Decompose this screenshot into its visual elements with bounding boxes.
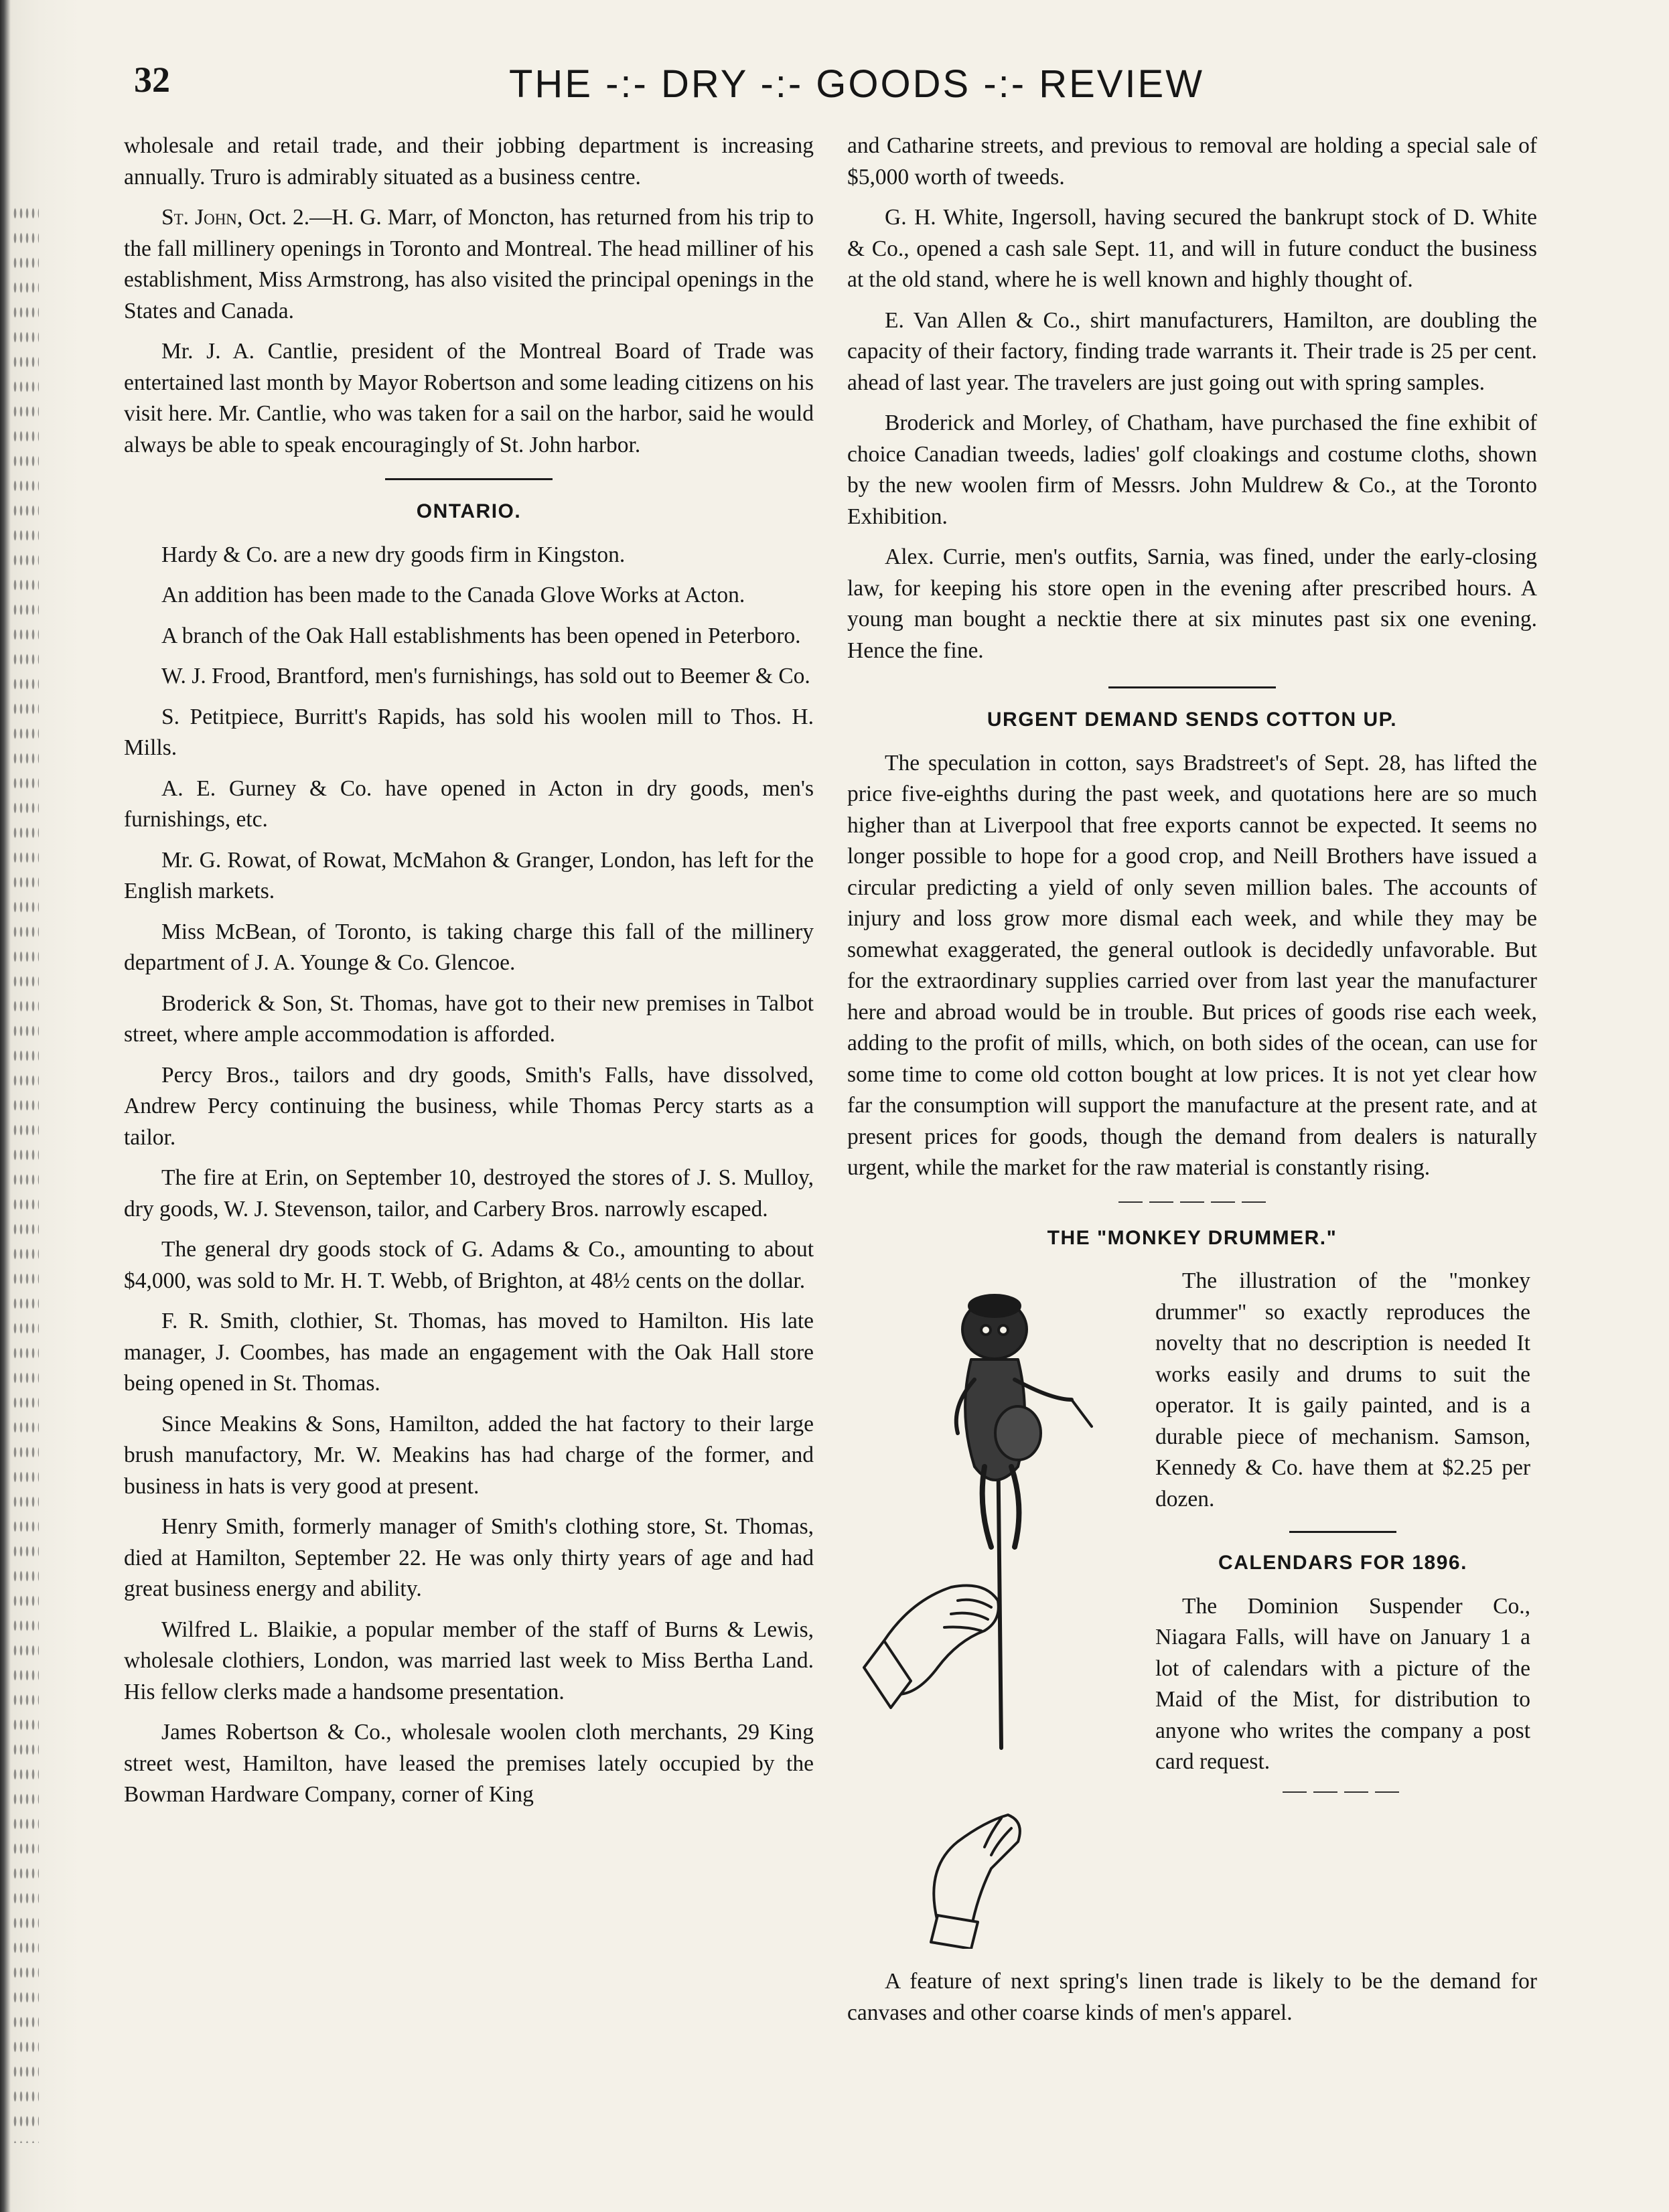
section-rule xyxy=(385,478,553,480)
news-item: Hardy & Co. are a new dry goods firm in Kingston. xyxy=(161,542,626,567)
paragraph: Broderick and Morley, of Chatham, have purchased the fine exhibit of choice Canadian tweeds, ladies' golf cloakings and costume cloths, shown by the new woolen firm of Messrs. John Muldrew & Co., at the Toronto Exhibition. xyxy=(847,411,1537,529)
dashed-rule xyxy=(1118,1201,1266,1203)
paragraph: Mr. J. A. Cantlie, president of the Montreal Board of Trade was entertained last month by Mayor Robertson and some leading citizens on his visit here. Mr. Cantlie, who was taken for a sail on the harbor, said he would always be able to speak encouragingly of St. John harbor. xyxy=(124,339,814,457)
news-item: F. R. Smith, clothier, St. Thomas, has moved to Hamilton. His late manager, J. Coombes, has made an engagement with the Oak Hall store being opened in St. Thomas. xyxy=(124,1309,814,1396)
news-item: Broderick & Son, St. Thomas, have got to their new premises in Talbot street, where ample accommodation is afforded. xyxy=(124,990,814,1047)
news-item: Percy Bros., tailors and dry goods, Smith's Falls, have dissolved, Andrew Percy continuing the business, while Thomas Percy starts as a tailor. xyxy=(124,1062,814,1150)
closing-paragraph: A feature of next spring's linen trade is likely to be the demand for canvases and other coarse kinds of men's apparel. xyxy=(847,1969,1537,2025)
article-text: The Dominion Suspender Co., Niagara Falls, will have on January 1 a lot of calendars with a picture of the Maid of the Mist, for distribution to anyone who writes the company a post card request. xyxy=(1155,1593,1530,1774)
news-item: Henry Smith, formerly manager of Smith's clothing store, St. Thomas, died at Hamilton, September 22. He was only thirty years of age and had great business energy and ability. xyxy=(124,1514,814,1601)
news-item: The general dry goods stock of G. Adams & Co., amounting to about $4,000, was sold to Mr. H. T. Webb, of Brighton, at 48½ cents on the dollar. xyxy=(124,1237,814,1293)
news-item: W. J. Frood, Brantford, men's furnishings, has sold out to Beemer & Co. xyxy=(161,664,810,688)
page-number: 32 xyxy=(134,60,170,100)
section-heading-calendars: CALENDARS FOR 1896. xyxy=(1218,1552,1467,1574)
right-column xyxy=(847,131,1537,2038)
paragraph: and Catharine streets, and previous to removal are holding a special sale of $5,000 worth of tweeds. xyxy=(847,133,1537,190)
news-item: A. E. Gurney & Co. have opened in Acton in dry goods, men's furnishings, etc. xyxy=(124,776,814,832)
news-item: James Robertson & Co., wholesale woolen cloth merchants, 29 King street west, Hamilton, have leased the premises lately occupied by the Bowman Hardware Company, corner of King xyxy=(124,1720,814,1807)
paragraph: G. H. White, Ingersoll, having secured the bankrupt stock of D. White & Co., opened a cash sale Sept. 11, and will in future conduct the business at the old stand, where he is well known and highly thought of. xyxy=(847,205,1537,292)
section-rule xyxy=(1289,1531,1396,1533)
dashed-rule xyxy=(1283,1791,1403,1793)
news-item: The fire at Erin, on September 10, destroyed the stores of J. S. Mulloy, dry goods, W. J. Stevenson, tailor, and Carbery Bros. narrowly escaped. xyxy=(124,1165,814,1222)
monkey-drummer-text-area xyxy=(1155,1266,1530,1793)
news-item: A branch of the Oak Hall establishments has been opened in Peterboro. xyxy=(161,623,801,648)
paragraph: wholesale and retail trade, and their jobbing department is increasing annually. Truro is admirably situated as a business centre. xyxy=(124,133,814,190)
article-text: The illustration of the "monkey drummer" so exactly reproduces the novelty that no description is needed It works easily and drums to suit the operator. It is gaily painted, and is a durable piece of mechanism. Samson, Kennedy & Co. have them at $2.25 per dozen. xyxy=(1155,1268,1530,1511)
paragraph-text: Oct. 2.—H. G. Marr, of Moncton, has returned from his trip to the fall millinery openings in Toronto and Montreal. The head milliner of his establishment, Miss Armstrong, has also visited the principal openings in the States and Canada. xyxy=(124,205,814,323)
masthead-title: THE -:- DRY -:- GOODS -:- REVIEW xyxy=(509,62,1204,106)
section-heading-cotton: URGENT DEMAND SENDS COTTON UP. xyxy=(987,709,1398,731)
article-text: The speculation in cotton, says Bradstreet's of Sept. 28, has lifted the price five-eighths during the past week, and quotations here are so much higher than at Liverpool that free exports cannot be expected. It seems no longer possible to hope for a good crop, and Neill Brothers have issued a circular predicting a yield of only seven million bales. The accounts of injury and loss grow more dismal each week, and while they may be somewhat exaggerated, the general outlook is decidedly unfavorable. But for the extraordinary supplies carried over from last year the manufacturer here and abroad would be in trouble. But prices of goods rise each week, adding to the profit of mills, which, on both sides of the ocean, can use for some time to come old cotton bought at low prices. It is not yet clear how far the consumption will support the manufacture at the present rate, and at present prices for goods, though the demand from dealers is naturally urgent, while the market for the raw material is constantly rising. xyxy=(847,750,1537,1180)
left-column xyxy=(124,131,814,1820)
dateline: St. John, xyxy=(161,205,243,230)
paragraph xyxy=(124,202,814,327)
news-item: Since Meakins & Sons, Hamilton, added the hat factory to their large brush manufactory, Mr. W. Meakins has had charge of the former, and business in hats is very good at present. xyxy=(124,1411,814,1499)
section-heading-ontario: ONTARIO. xyxy=(416,500,522,522)
news-item: Miss McBean, of Toronto, is taking charge this fall of the millinery department of J. A. Younge & Co. Glencoe. xyxy=(124,919,814,975)
binding-edge xyxy=(0,0,80,2212)
news-item: An addition has been made to the Canada Glove Works at Acton. xyxy=(161,583,745,607)
binding-specks xyxy=(12,201,39,2143)
news-item: Mr. G. Rowat, of Rowat, McMahon & Granger, London, has left for the English markets. xyxy=(124,847,814,903)
news-item: S. Petitpiece, Burritt's Rapids, has sold his woolen mill to Thos. H. Mills. xyxy=(124,704,814,760)
section-heading-monkey: THE "MONKEY DRUMMER." xyxy=(1047,1226,1337,1249)
paragraph: Alex. Currie, men's outfits, Sarnia, was fined, under the early-closing law, for keeping his store open in the evening after prescribed hours. A young man bought a necktie there at six minutes past six one evening. Hence the fine. xyxy=(847,544,1537,663)
section-rule xyxy=(1108,686,1276,688)
monkey-drummer-block xyxy=(847,1266,1537,1949)
monkey-drummer-illustration xyxy=(857,1266,1139,1949)
news-item: Wilfred L. Blaikie, a popular member of the staff of Burns & Lewis, wholesale clothiers, London, was married last week to Miss Bertha Land. His fellow clerks made a handsome presentation. xyxy=(124,1617,814,1704)
paragraph: E. Van Allen & Co., shirt manufacturers, Hamilton, are doubling the capacity of their factory, finding trade warrants it. Their trade is 25 per cent. ahead of last year. The travelers are just going out with spring samples. xyxy=(847,307,1537,395)
